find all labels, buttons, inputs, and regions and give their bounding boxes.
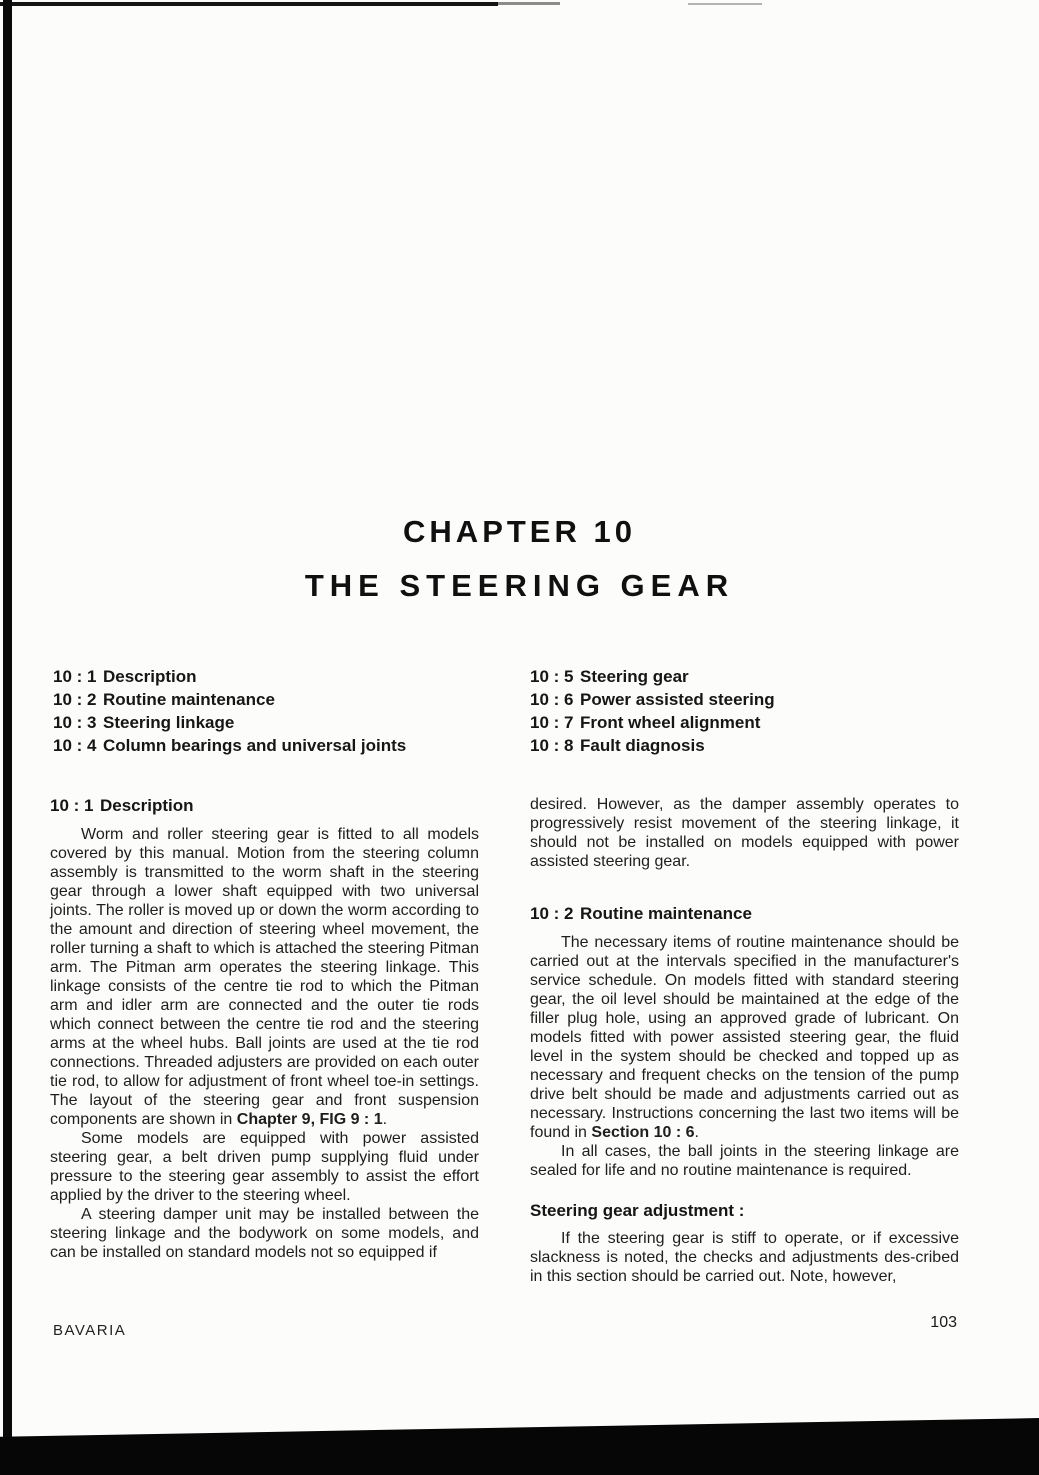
chapter-subtitle: THE STEERING GEAR (304, 568, 735, 603)
toc-column-right (530, 665, 995, 757)
toc-item (53, 734, 518, 757)
toc-item (530, 688, 995, 711)
toc-item-label: Steering gear (580, 667, 689, 686)
section-number: 10 : 1 (50, 796, 94, 815)
toc-item-label: Description (103, 667, 197, 686)
toc-column-left (53, 665, 518, 757)
text-run: Worm and roller steering gear is fitted to all models covered by this manual. Motion from the steering column assembly is transmitted to the worm shaft in the steering gear through a lower shaft equipped with two universal joints. The roller is moved up or down the worm according to the amount and direction of steering wheel movement, the roller turning a shaft to which is attached the steering Pitman arm. The Pitman arm operates the steering linkage. This linkage consists of the centre tie rod to which the Pitman arm and idler arm are connected and the outer tie rods which connect between the centre tie rod and the steering arms at the wheel hubs. Ball joints are used at the tie rod connections. Threaded adjusters are provided on each outer tie rod, to allow for adjustment of front wheel toe-in settings. The layout of the steering gear and front suspension components are shown in (50, 826, 479, 1128)
scan-edge-top-fade-2 (688, 3, 762, 5)
toc-item-number: 10 : 6 (530, 690, 574, 709)
toc-item-number: 10 : 5 (530, 667, 574, 686)
section-title: Routine maintenance (580, 904, 752, 923)
toc-item-label: Front wheel alignment (580, 713, 761, 732)
toc-item-number: 10 : 7 (530, 713, 574, 732)
toc-item-label: Column bearings and universal joints (103, 736, 407, 755)
toc-item-label: Fault diagnosis (580, 736, 705, 755)
text-column-right (530, 795, 959, 1286)
toc-item-number: 10 : 4 (53, 736, 97, 755)
toc-item-label: Power assisted steering (580, 690, 775, 709)
text-run: . (382, 1111, 388, 1128)
scan-edge-left (3, 0, 12, 1475)
scan-edge-top (0, 2, 498, 6)
section-title: Description (100, 796, 194, 815)
toc-item-number: 10 : 8 (530, 736, 574, 755)
section-heading (50, 795, 479, 816)
page-number: 103 (930, 1314, 957, 1331)
text-run: . (694, 1124, 699, 1141)
toc-item-number: 10 : 2 (53, 690, 97, 709)
text-run: The necessary items of routine maintenance should be carried out at the intervals specified in the manufacturer's service schedule. On models fitted with standard steering gear, the oil level should be maintained at the edge of the filler plug hole, using an approved grade of lubricant. On models fitted with power assisted steering gear, the fluid level in the system should be checked and topped up as necessary and frequent checks on the tension of the pump drive belt should be made and adjustments carried out as necessary. Instructions concerning the last two items will be found in (530, 934, 959, 1141)
toc-item (530, 734, 995, 757)
toc-item (53, 665, 518, 688)
text-column-left (50, 795, 479, 1262)
text-run: Some models are equipped with power assisted steering gear, a belt driven pump supplying fluid under pressure to the steering gear assembly to assist the effort applied by the driver to the steering wheel. (50, 1130, 479, 1204)
toc-item-label: Steering linkage (103, 713, 235, 732)
text-run: If the steering gear is stiff to operate, or if excessive slackness is noted, the checks and adjustments des-cribed in this section should be carried out. Note, however, (530, 1230, 959, 1285)
paragraph (530, 1142, 959, 1180)
scan-edge-top-fade (498, 2, 560, 5)
text-run: desired. However, as the damper assembly operates to progressively resist movement of the steering linkage, it should not be installed on models equipped with power assisted steering gear. (530, 796, 959, 870)
bold-cross-reference: Section 10 : 6 (591, 1124, 695, 1141)
section-number: 10 : 2 (530, 904, 574, 923)
paragraph (50, 1129, 479, 1205)
bold-cross-reference: Chapter 9, FIG 9 : 1 (236, 1111, 383, 1128)
paragraph (50, 1205, 479, 1262)
paragraph (530, 1229, 959, 1286)
toc-item (53, 688, 518, 711)
toc-item (530, 665, 995, 688)
toc-item-number: 10 : 1 (53, 667, 97, 686)
text-run: A steering damper unit may be installed between the steering linkage and the bodywork on some models, and can be installed on standard models not so equipped if (50, 1206, 479, 1261)
toc-item-label: Routine maintenance (103, 690, 275, 709)
toc-item (53, 711, 518, 734)
toc-item-number: 10 : 3 (53, 713, 97, 732)
scan-edge-bottom (0, 1408, 1039, 1475)
paragraph (530, 795, 959, 871)
text-run: In all cases, the ball joints in the steering linkage are sealed for life and no routine maintenance is required. (530, 1143, 959, 1179)
subsection-heading: Steering gear adjustment : (530, 1201, 745, 1220)
paragraph (50, 825, 479, 1129)
paragraph (530, 933, 959, 1142)
footer-model-name: BAVARIA (53, 1322, 127, 1339)
chapter-title: CHAPTER 10 (403, 514, 636, 549)
section-heading (530, 903, 959, 924)
toc-item (530, 711, 995, 734)
